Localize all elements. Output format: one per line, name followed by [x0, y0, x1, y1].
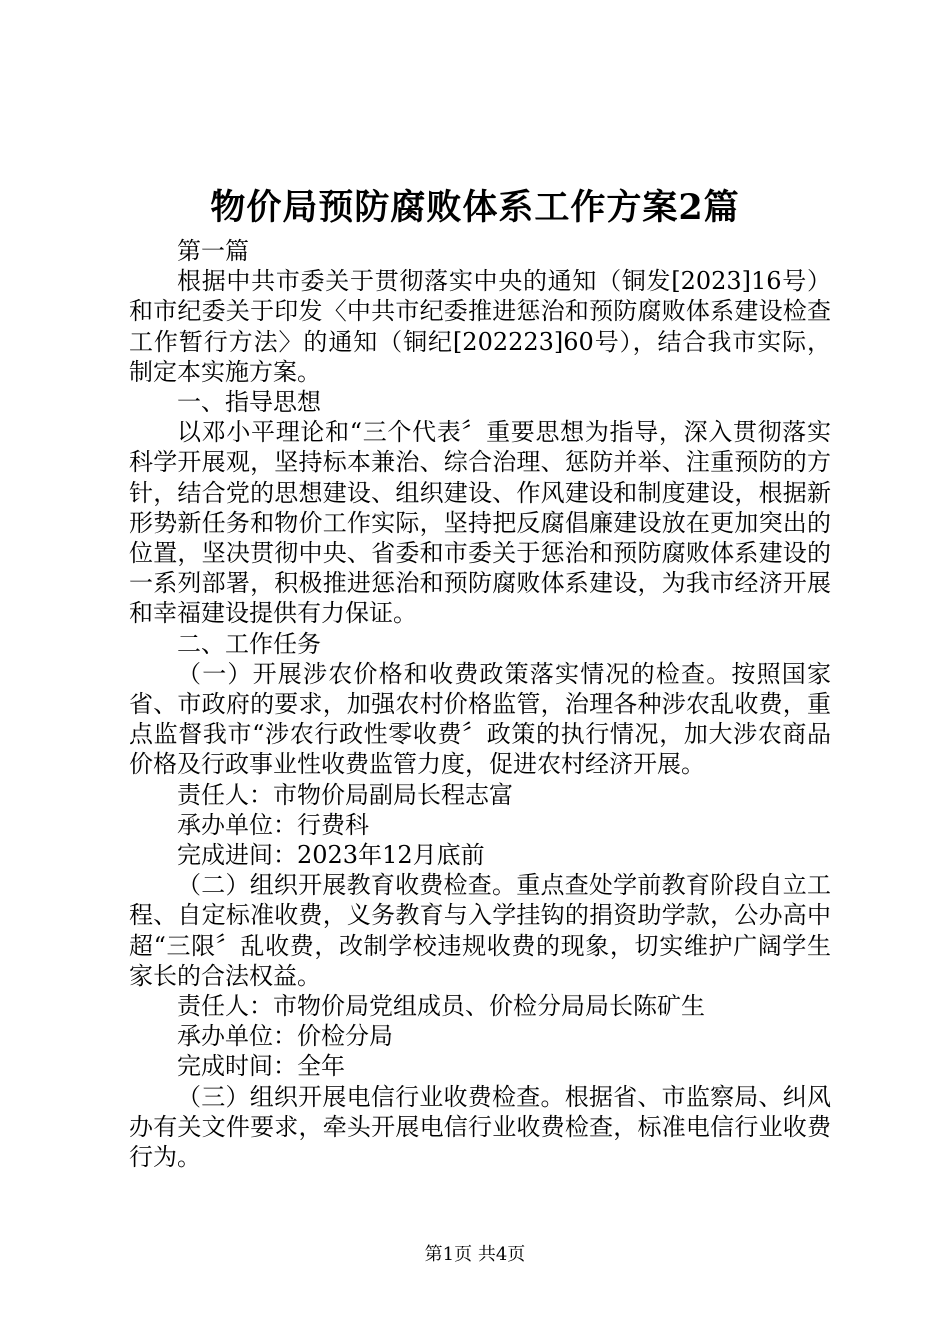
paragraph: （一）开展涉农价格和收费政策落实情况的检查。按照国家省、市政府的要求，加强农村价格监管，治理各种涉农乱收费，重点监督我市“涉农行政性零收费〞政策的执行情况，加大涉农商品价格及行政事业性收费监管力度，促进农村经济开展。 — [129, 659, 831, 779]
paragraph: （二）组织开展教育收费检查。重点查处学前教育阶段自立工程、自定标准收费，义务教育与入学挂钩的捐资助学款，公办高中超“三限〞乱收费，改制学校违规收费的现象，切实维护广阔学生家长的合法权益。 — [129, 871, 831, 990]
section-heading: 一、指导思想 — [177, 388, 321, 417]
undertaking-unit: 承办单位：价检分局 — [177, 1022, 393, 1051]
completion-time: 完成时间：全年 — [177, 1052, 345, 1081]
section-label: 第一篇 — [177, 237, 249, 265]
section-heading: 二、工作任务 — [177, 629, 321, 658]
undertaking-unit: 承办单位：行费科 — [177, 810, 369, 839]
completion-time: 完成进间：2023年12月底前 — [177, 841, 485, 870]
document-body — [129, 236, 831, 1172]
paragraph: 以邓小平理论和“三个代表〞重要思想为指导，深入贯彻落实科学开展观，坚持标本兼治、综合治理、惩防并举、注重预防的方针，结合党的思想建设、组织建设、作风建设和制度建设，根据新形势新任务和物价工作实际，坚持把反腐倡廉建设放在更加突出的位置，坚决贯彻中央、省委和市委关于惩治和预防腐败体系建设的一系列部署，积极推进惩治和预防腐败体系建设，为我市经济开展和幸福建设提供有力保证。 — [129, 418, 831, 628]
document-title: 物价局预防腐败体系工作方案2篇 — [210, 187, 740, 228]
page-number: 第1页 共4页 — [424, 1244, 526, 1265]
paragraph: 根据中共市委关于贯彻落实中央的通知（铜发[2023]16号）和市纪委关于印发〈中共市纪委推进惩治和预防腐败体系建设检查工作暂行方法〉的通知（铜纪[202223]60号），结合我市实际，制定本实施方案。 — [129, 267, 831, 386]
responsible-person: 责任人：市物价局副局长程志富 — [177, 780, 513, 809]
paragraph: （三）组织开展电信行业收费检查。根据省、市监察局、纠风办有关文件要求，牵头开展电信行业收费检查，标准电信行业收费行为。 — [129, 1082, 831, 1172]
responsible-person: 责任人：市物价局党组成员、价检分局局长陈矿生 — [177, 992, 705, 1021]
